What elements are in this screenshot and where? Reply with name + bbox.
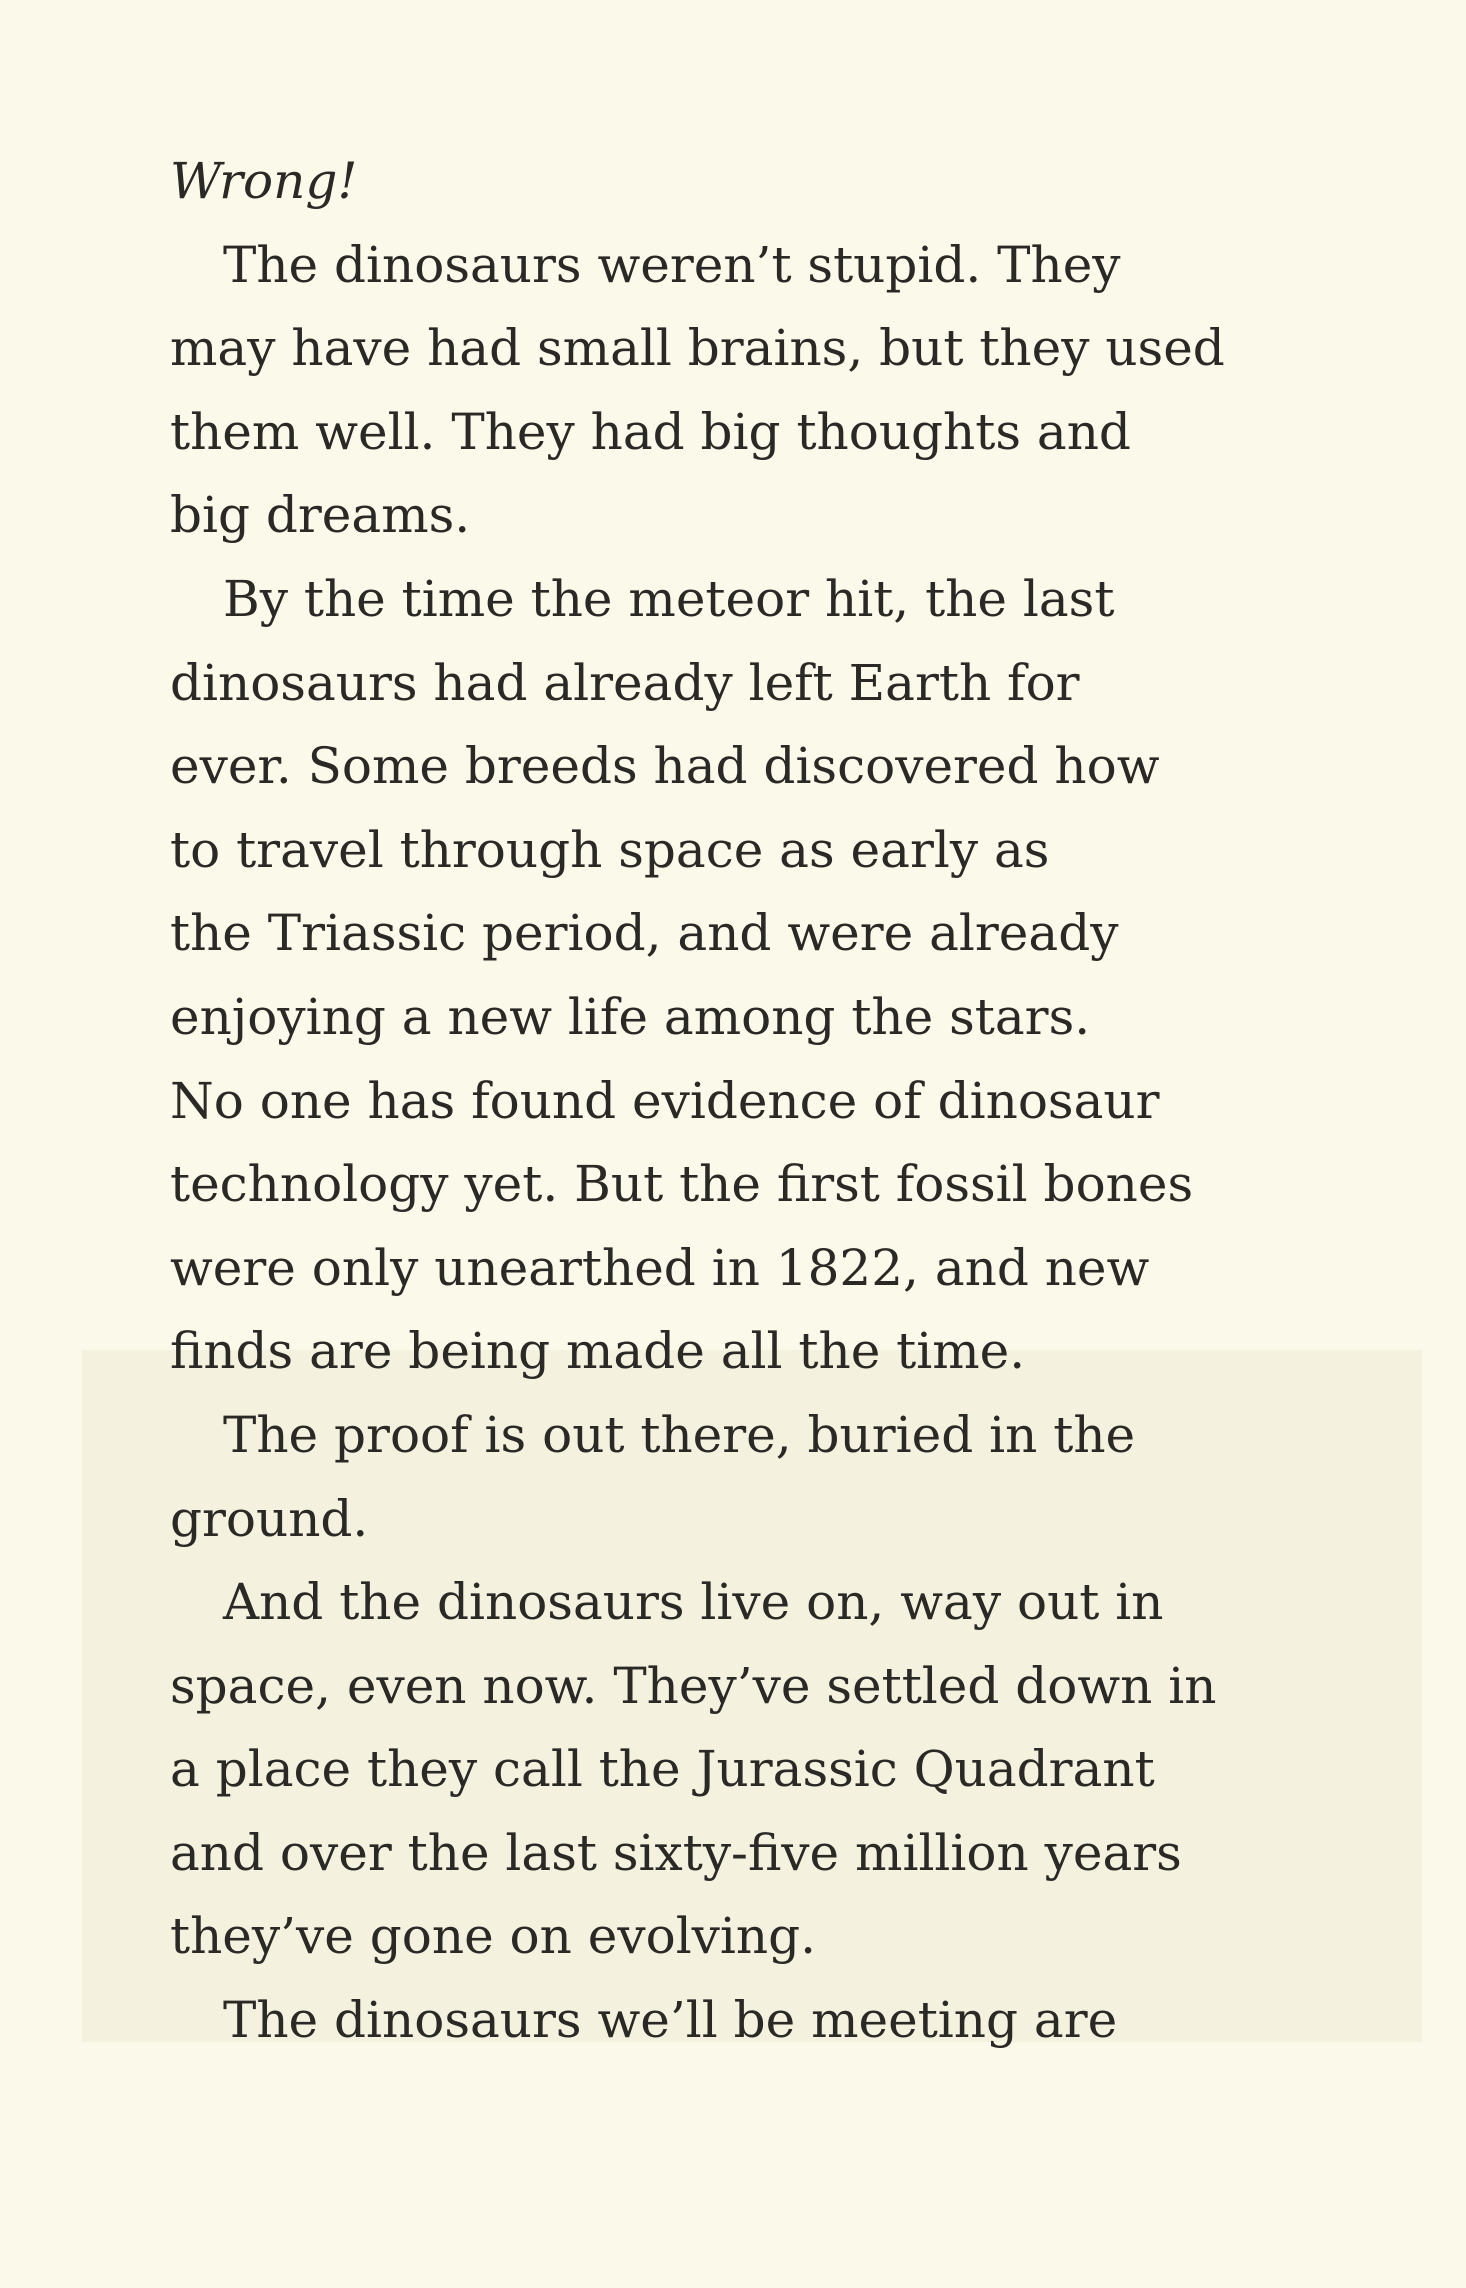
- text-line: may have had small brains, but they used: [170, 319, 1225, 378]
- text-line: a place they call the Jurassic Quadrant: [170, 1740, 1155, 1799]
- text-line: ground.: [170, 1489, 369, 1548]
- text-line: were only unearthed in 1822, and new: [170, 1238, 1150, 1297]
- text-line: finds are being made all the time.: [170, 1322, 1026, 1381]
- text-line: By the time the meteor hit, the last: [223, 569, 1115, 628]
- text-line: ever. Some breeds had discovered how: [170, 737, 1160, 796]
- text-line: The proof is out there, buried in the: [223, 1405, 1136, 1464]
- text-line: big dreams.: [170, 486, 471, 545]
- text-line: The dinosaurs weren’t stupid. They: [223, 235, 1121, 294]
- text-line: and over the last sixty-five million years: [170, 1823, 1182, 1882]
- text-line: them well. They had big thoughts and: [170, 402, 1131, 461]
- text-line: The dinosaurs we’ll be meeting are: [223, 1991, 1118, 2050]
- text-line: No one has found evidence of dinosaur: [170, 1071, 1160, 1130]
- text-line: enjoying a new life among the stars.: [170, 987, 1091, 1046]
- text-line: to travel through space as early as: [170, 820, 1050, 879]
- text-line: And the dinosaurs live on, way out in: [223, 1573, 1164, 1632]
- text-line: the Triassic period, and were already: [170, 904, 1119, 963]
- text-line: Wrong!: [170, 152, 358, 210]
- body-text: [170, 140, 1350, 2063]
- text-line: they’ve gone on evolving.: [170, 1907, 817, 1966]
- text-line: space, even now. They’ve settled down in: [170, 1656, 1217, 1715]
- text-line: dinosaurs had already left Earth for: [170, 653, 1080, 712]
- text-line: technology yet. But the first fossil bones: [170, 1155, 1194, 1214]
